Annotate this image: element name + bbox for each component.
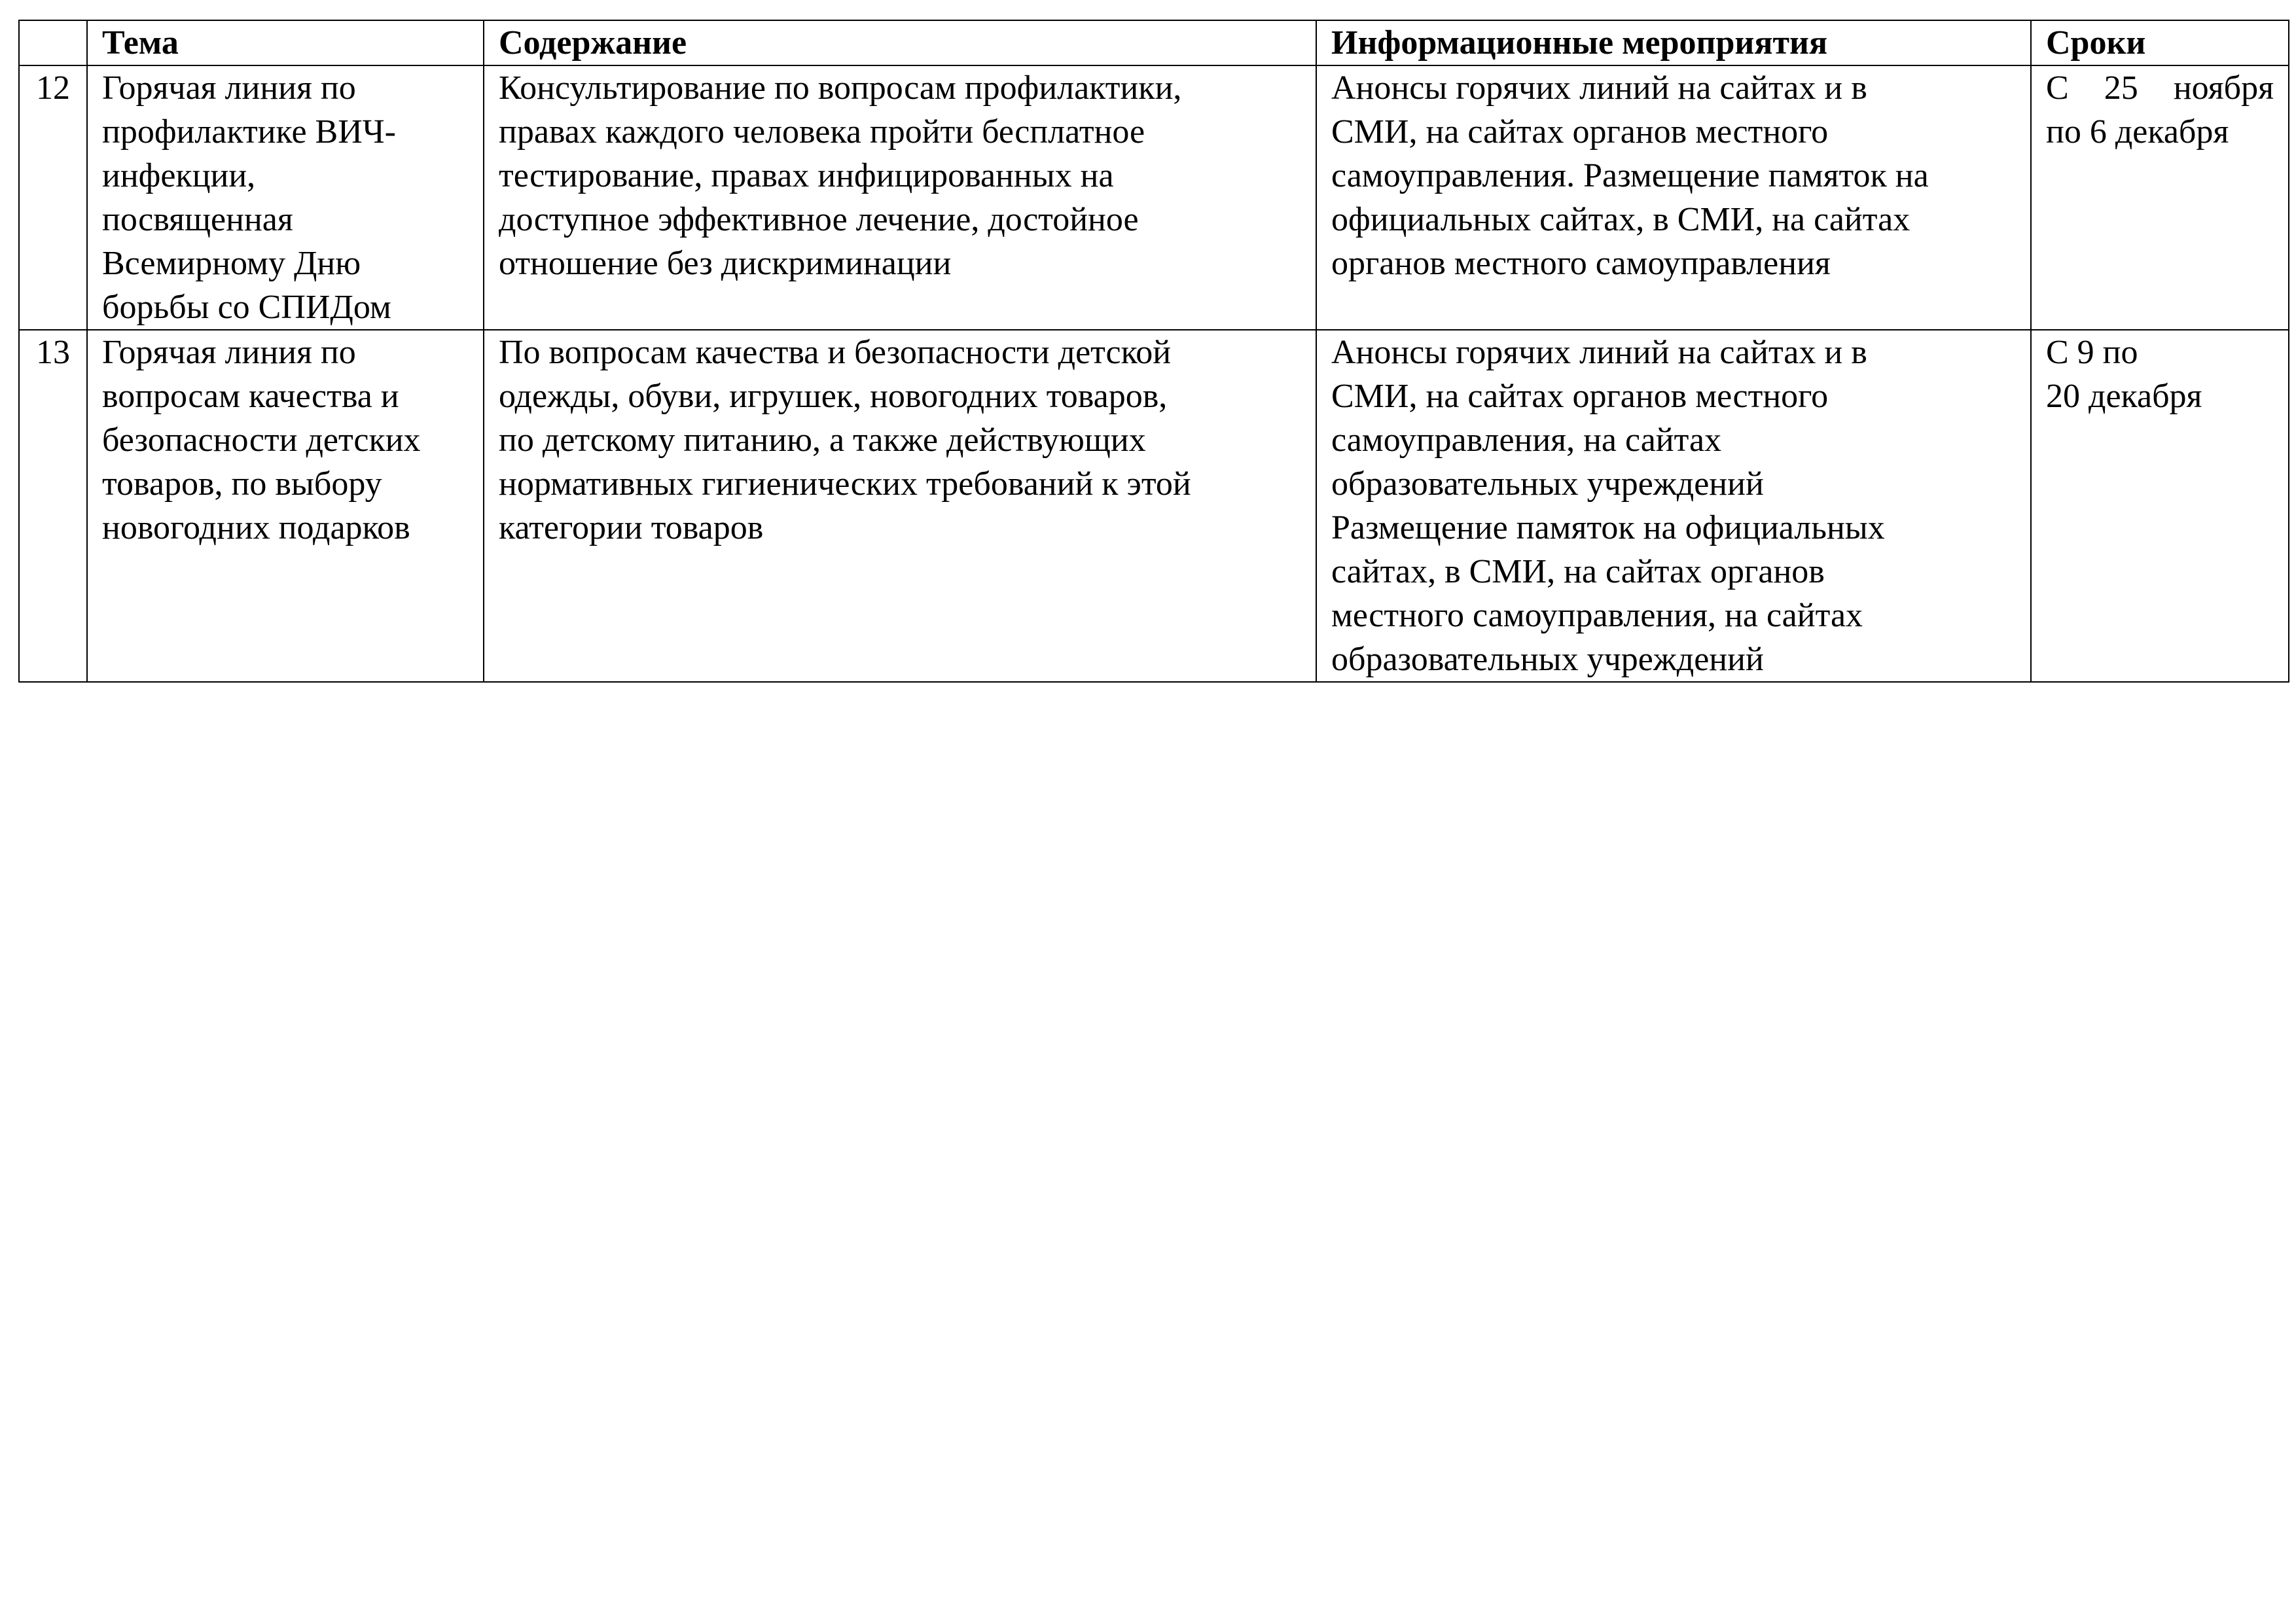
row-number: 13 [19,330,87,682]
events-table [18,20,2289,683]
content-line: доступное эффективное лечение, достойное [499,201,1139,238]
content-line: отношение без дискриминации [499,245,952,282]
document-page [18,20,2288,683]
topic-cell [87,65,484,330]
header-topic: Тема [87,20,484,65]
content-cell [484,65,1316,330]
topic-line: вопросам качества и [102,378,399,415]
content-line: категории товаров [499,509,764,546]
topic-line: новогодних подарков [102,509,410,546]
info-cell [1316,330,2031,682]
content-line: По вопросам качества и безопасности детской [499,334,1172,371]
content-cell [484,330,1316,682]
topic-line: посвященная [102,201,293,238]
dates-cell [2031,330,2289,682]
info-line: Размещение памяток на официальных [1331,509,1885,546]
topic-line: Горячая линия по [102,334,356,371]
info-line: СМИ, на сайтах органов местного [1331,113,1829,151]
info-line: Анонсы горячих линий на сайтах и в [1331,69,1867,107]
info-line: официальных сайтах, в СМИ, на сайтах [1331,201,1910,238]
info-line: самоуправления, на сайтах [1331,421,1722,459]
header-dates: Сроки [2031,20,2289,65]
table-row [19,65,2289,330]
table-header-row [19,20,2289,65]
info-line: СМИ, на сайтах органов местного [1331,378,1829,415]
info-line: образовательных учреждений [1331,641,1764,678]
topic-line: борьбы со СПИДом [102,289,391,326]
dates-line: С 25 ноября [2046,69,2274,107]
topic-line: безопасности детских [102,421,421,459]
info-line: местного самоуправления, на сайтах [1331,597,1863,634]
content-line: нормативных гигиенических требований к этой [499,465,1191,503]
topic-line: инфекции, [102,157,256,194]
header-num [19,20,87,65]
dates-line: 20 декабря [2046,378,2202,415]
info-line: сайтах, в СМИ, на сайтах органов [1331,553,1825,590]
info-line: образовательных учреждений [1331,465,1764,503]
header-content: Содержание [484,20,1316,65]
info-line: органов местного самоуправления [1331,245,1831,282]
content-line: Консультирование по вопросам профилактики, [499,69,1182,107]
content-line: правах каждого человека пройти бесплатное [499,113,1145,151]
info-line: Анонсы горячих линий на сайтах и в [1331,334,1867,371]
topic-line: Всемирному Дню [102,245,361,282]
content-line: тестирование, правах инфицированных на [499,157,1114,194]
dates-line: по 6 декабря [2046,113,2229,151]
topic-cell [87,330,484,682]
info-cell [1316,65,2031,330]
dates-line: С 9 по [2046,334,2138,371]
content-line: одежды, обуви, игрушек, новогодних товаров, [499,378,1168,415]
table-row [19,330,2289,682]
topic-line: товаров, по выбору [102,465,382,503]
topic-line: профилактике ВИЧ- [102,113,396,151]
header-info: Информационные мероприятия [1316,20,2031,65]
row-number: 12 [19,65,87,330]
content-line: по детскому питанию, а также действующих [499,421,1146,459]
topic-line: Горячая линия по [102,69,356,107]
info-line: самоуправления. Размещение памяток на [1331,157,1929,194]
dates-cell [2031,65,2289,330]
